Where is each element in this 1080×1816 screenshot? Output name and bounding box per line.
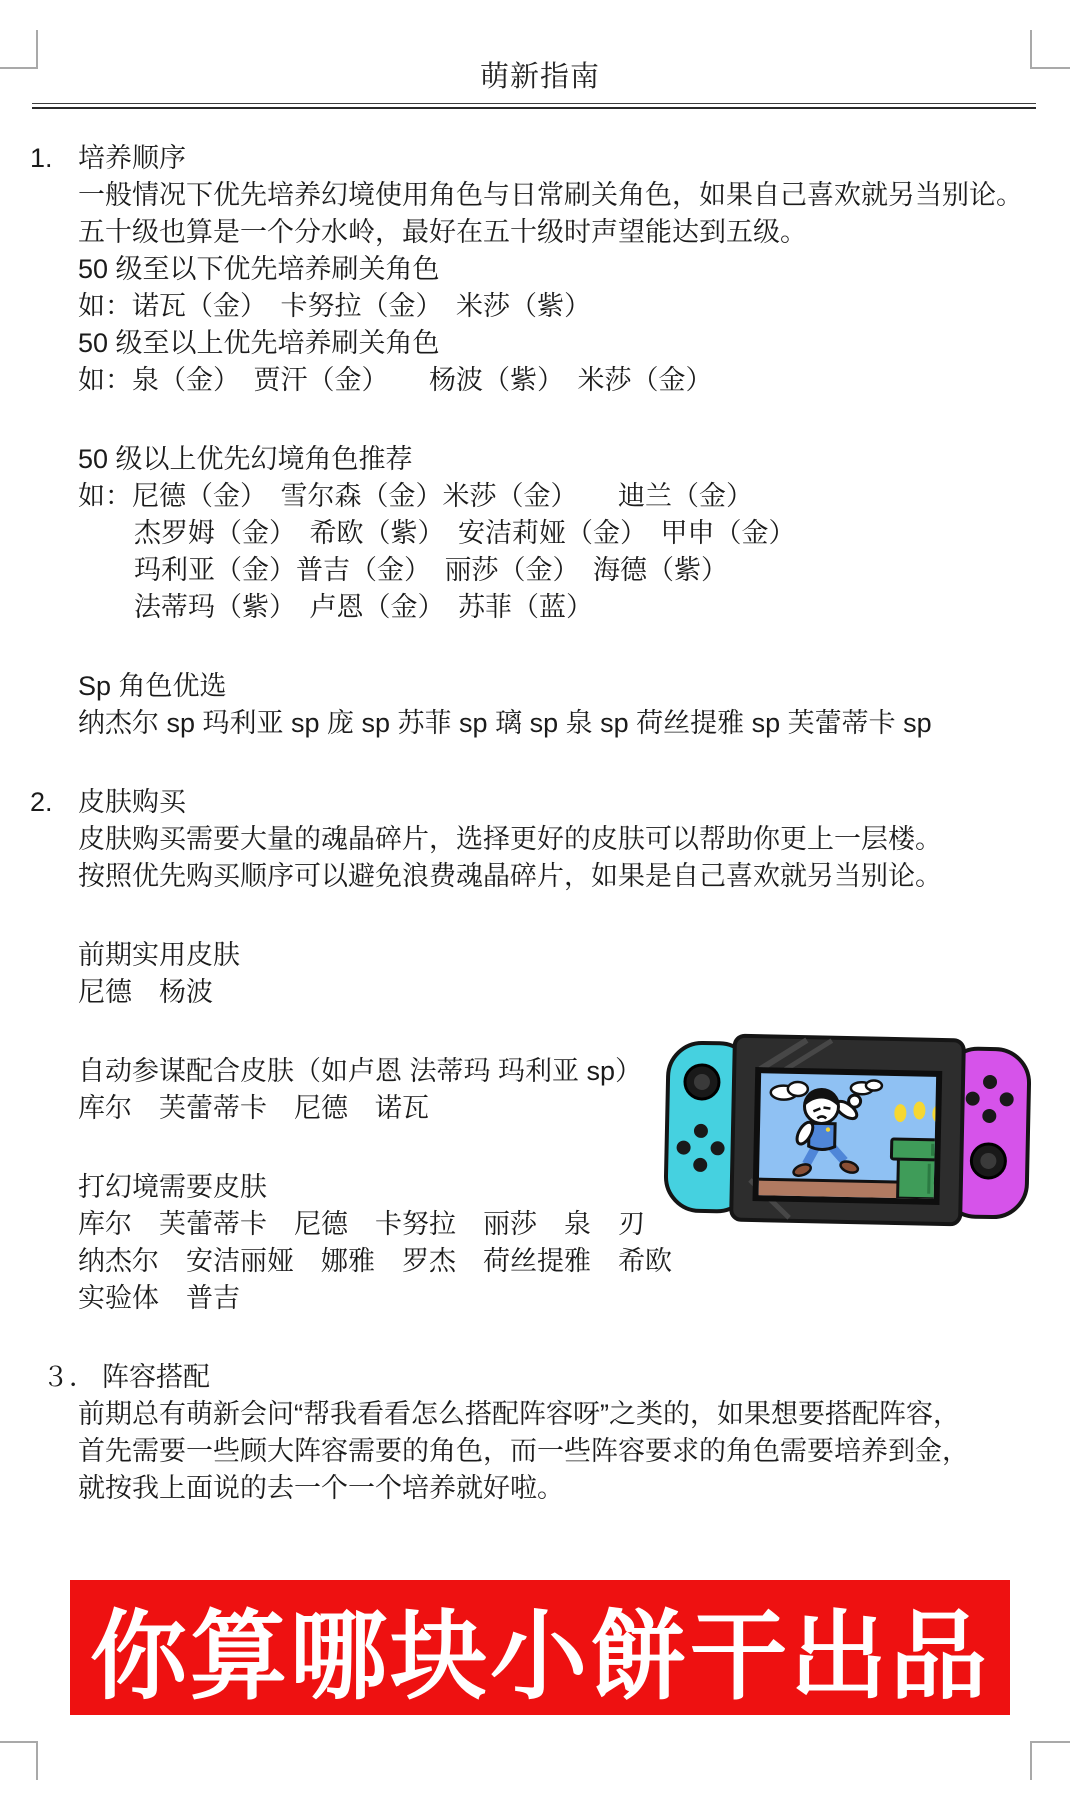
doc-line: 按照优先购买顺序可以避免浪费魂晶碎片，如果是自己喜欢就另当别论。: [78, 861, 942, 891]
section-number: ３．: [42, 1362, 96, 1392]
doc-line: 打幻境需要皮肤: [78, 1172, 267, 1202]
doc-line: 玛利亚（金）普吉（金） 丽莎（金） 海德（紫）: [134, 555, 728, 585]
doc-line: 50 级至以下优先培养刷关角色: [78, 254, 440, 284]
doc-line: 纳杰尔 sp 玛利亚 sp 庞 sp 苏菲 sp 璃 sp 泉 sp 荷丝提雅 sp 芙蕾蒂卡 sp: [78, 708, 932, 738]
pipe: [898, 1158, 938, 1199]
doc-line: 一般情况下优先培养幻境使用角色与日常刷关角色，如果自己喜欢就另当别论。: [78, 180, 1023, 210]
doc-line: 纳杰尔 安洁丽娅 娜雅 罗杰 荷丝提雅 希欧: [78, 1246, 672, 1276]
doc-line: 法蒂玛（紫） 卢恩（金） 苏菲（蓝）: [134, 592, 593, 622]
doc-line: Sp 角色优选: [78, 671, 227, 701]
doc-line: 尼德 杨波: [78, 977, 213, 1007]
doc-line: 实验体 普吉: [78, 1283, 240, 1313]
doc-line: 五十级也算是一个分水岭，最好在五十级时声望能达到五级。: [78, 217, 807, 247]
doc-line: 库尔 芙蕾蒂卡 尼德 卡努拉 丽莎 泉 刃: [78, 1209, 645, 1239]
crop-mark-bottom-right: [1030, 1741, 1070, 1780]
doc-line: 50 级以上优先幻境角色推荐: [78, 444, 413, 474]
doc-line: 皮肤购买需要大量的魂晶碎片，选择更好的皮肤可以帮助你更上一层楼。: [78, 824, 942, 854]
doc-line: 前期总有萌新会问“帮我看看怎么搭配阵容呀”之类的，如果想要搭配阵容，: [78, 1399, 960, 1429]
doc-line: 库尔 芙蕾蒂卡 尼德 诺瓦: [78, 1093, 429, 1123]
section-title: 培养顺序: [78, 143, 186, 173]
doc-line: 首先需要一些顾大阵容需要的角色，而一些阵容要求的角色需要培养到金，: [78, 1436, 969, 1466]
section-heading-row: [0, 1359, 1080, 1396]
doc-line: 如：诺瓦（金） 卡努拉（金） 米莎（紫）: [78, 291, 591, 321]
doc-line: 自动参谋配合皮肤（如卢恩 法蒂玛 玛利亚 sp）: [78, 1056, 643, 1086]
crop-mark-bottom-left: [0, 1741, 38, 1780]
blank-line: [0, 742, 1080, 784]
section-heading-row: [0, 140, 1080, 177]
section-heading-row: [0, 784, 1080, 821]
section-number: 2.: [30, 787, 53, 817]
blank-line: [0, 895, 1080, 937]
doc-line: 前期实用皮肤: [78, 940, 240, 970]
doc-line: 如：尼德（金） 雪尔森（金）米莎（金） 迪兰（金）: [78, 481, 753, 511]
blank-line: [0, 399, 1080, 441]
section-title: 阵容搭配: [102, 1362, 210, 1392]
nintendo-switch-illustration: [653, 1026, 1042, 1234]
page-title: 萌新指南: [479, 61, 600, 93]
pipe-shade: [929, 1164, 930, 1194]
section-number: 1.: [30, 143, 53, 173]
doc-line: 杰罗姆（金） 希欧（紫） 安洁莉娅（金） 甲申（金）: [134, 518, 796, 548]
footer-banner: [70, 1580, 1010, 1715]
doc-line: 50 级至以上优先培养刷关角色: [78, 328, 440, 358]
doc-line: 就按我上面说的去一个一个培养就好啦。: [78, 1473, 564, 1503]
doc-line: 如：泉（金） 贾汗（金） 杨波（紫） 米莎（金）: [78, 365, 713, 395]
banner-text: 你算哪块小餅干出品: [90, 1603, 990, 1711]
section-title: 皮肤购买: [78, 787, 186, 817]
blank-line: [0, 626, 1080, 668]
document-body: [0, 140, 1080, 1507]
title-rule: [32, 103, 1036, 109]
blank-line: [0, 1317, 1080, 1359]
